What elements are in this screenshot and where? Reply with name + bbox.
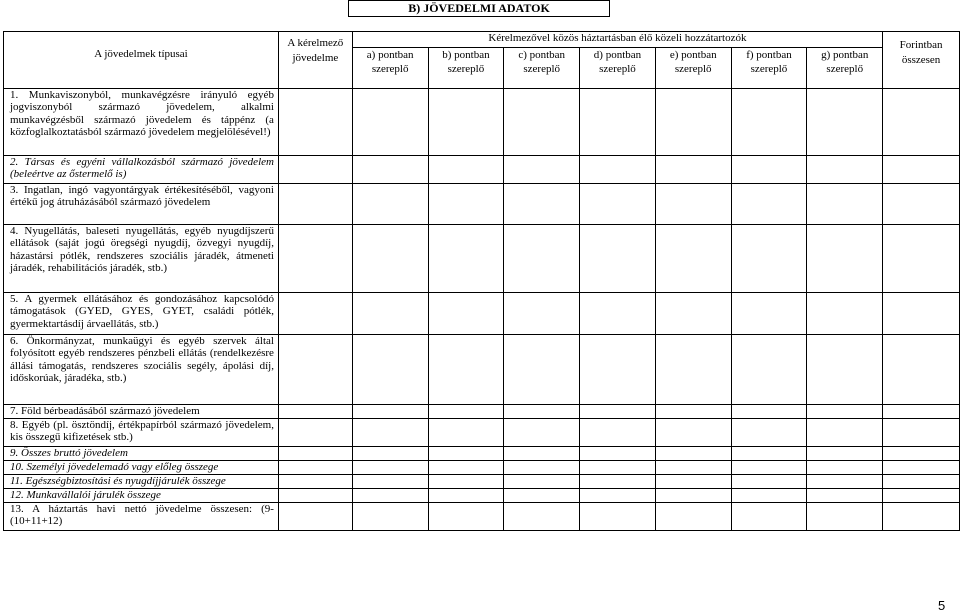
income-table <box>3 31 960 531</box>
member-value-cell[interactable] <box>428 475 504 489</box>
member-value-cell[interactable] <box>352 475 428 489</box>
row-label-11: 11. Egészségbiztosítási és nyugdíjjárulék összege <box>10 475 226 487</box>
applicant-value-cell[interactable] <box>278 475 352 489</box>
member-value-cell[interactable] <box>352 447 428 461</box>
member-value-cell[interactable] <box>428 335 504 405</box>
total-value-cell[interactable] <box>883 293 960 335</box>
member-value-cell[interactable] <box>807 225 883 293</box>
member-value-cell[interactable] <box>428 405 504 419</box>
table-row <box>4 184 960 225</box>
member-value-cell[interactable] <box>504 225 580 293</box>
table-row <box>4 156 960 184</box>
total-value-cell[interactable] <box>883 184 960 225</box>
member-value-cell[interactable] <box>580 475 656 489</box>
total-value-cell[interactable] <box>883 489 960 503</box>
member-value-cell[interactable] <box>580 293 656 335</box>
member-value-cell[interactable] <box>731 89 807 156</box>
member-value-cell[interactable] <box>580 156 656 184</box>
income-types-header: A jövedelmek típusai <box>4 32 279 89</box>
member-value-cell[interactable] <box>504 419 580 447</box>
member-value-cell[interactable] <box>655 293 731 335</box>
applicant-value-cell[interactable] <box>278 293 352 335</box>
member-value-cell[interactable] <box>580 184 656 225</box>
applicant-value-cell[interactable] <box>278 89 352 156</box>
member-col-f: f) pontban szereplő <box>731 48 807 89</box>
member-value-cell[interactable] <box>731 489 807 503</box>
member-value-cell[interactable] <box>504 447 580 461</box>
applicant-income-header: A kérelmező jövedelme <box>278 32 352 89</box>
total-value-cell[interactable] <box>883 461 960 475</box>
total-value-cell[interactable] <box>883 419 960 447</box>
member-value-cell[interactable] <box>731 225 807 293</box>
applicant-value-cell[interactable] <box>278 225 352 293</box>
applicant-value-cell[interactable] <box>278 419 352 447</box>
member-value-cell[interactable] <box>731 475 807 489</box>
member-value-cell[interactable] <box>352 461 428 475</box>
member-value-cell[interactable] <box>428 419 504 447</box>
member-value-cell[interactable] <box>352 89 428 156</box>
member-value-cell[interactable] <box>428 489 504 503</box>
member-value-cell[interactable] <box>807 461 883 475</box>
section-title: B) JÖVEDELMI ADATOK <box>348 0 610 17</box>
member-value-cell[interactable] <box>580 405 656 419</box>
member-value-cell[interactable] <box>352 405 428 419</box>
member-value-cell[interactable] <box>352 419 428 447</box>
member-value-cell[interactable] <box>352 225 428 293</box>
member-value-cell[interactable] <box>504 475 580 489</box>
member-value-cell[interactable] <box>731 447 807 461</box>
table-row <box>4 293 960 335</box>
row-label-5: 5. A gyermek ellátásához és gondozásához kapcsolódó támogatások (GYED, GYES, GYET, családi pótlék, gyermektartásdíj árvaellátás, stb.) <box>10 293 274 330</box>
total-value-cell[interactable] <box>883 447 960 461</box>
applicant-value-cell[interactable] <box>278 503 352 531</box>
member-col-e: e) pontban szereplő <box>655 48 731 89</box>
applicant-value-cell[interactable] <box>278 447 352 461</box>
total-value-cell[interactable] <box>883 405 960 419</box>
member-value-cell[interactable] <box>580 489 656 503</box>
member-value-cell[interactable] <box>807 184 883 225</box>
member-value-cell[interactable] <box>352 293 428 335</box>
applicant-value-cell[interactable] <box>278 461 352 475</box>
member-col-a: a) pontban szereplő <box>352 48 428 89</box>
member-value-cell[interactable] <box>504 503 580 531</box>
member-value-cell[interactable] <box>731 405 807 419</box>
row-label-2: 2. Társas és egyéni vállalkozásból származó jövedelem (beleértve az őstermelő is) <box>10 156 274 181</box>
member-value-cell[interactable] <box>807 503 883 531</box>
member-value-cell[interactable] <box>655 419 731 447</box>
member-value-cell[interactable] <box>428 225 504 293</box>
total-value-cell[interactable] <box>883 335 960 405</box>
member-value-cell[interactable] <box>655 405 731 419</box>
member-value-cell[interactable] <box>580 335 656 405</box>
applicant-value-cell[interactable] <box>278 184 352 225</box>
member-value-cell[interactable] <box>655 447 731 461</box>
row-label-8: 8. Egyéb (pl. ösztöndíj, értékpapírból származó jövedelem, kis összegű kifizetések stb.) <box>10 419 274 444</box>
table-row <box>4 89 960 156</box>
member-value-cell[interactable] <box>504 489 580 503</box>
member-value-cell[interactable] <box>352 503 428 531</box>
row-label-3: 3. Ingatlan, ingó vagyontárgyak értékesítéséből, vagyoni értékű jog átruházásából származó jövedelem <box>10 184 274 209</box>
member-value-cell[interactable] <box>504 89 580 156</box>
member-value-cell[interactable] <box>352 156 428 184</box>
member-value-cell[interactable] <box>428 447 504 461</box>
member-value-cell[interactable] <box>731 419 807 447</box>
table-row <box>4 419 960 447</box>
member-value-cell[interactable] <box>504 335 580 405</box>
total-value-cell[interactable] <box>883 89 960 156</box>
table-row <box>4 489 960 503</box>
member-value-cell[interactable] <box>428 293 504 335</box>
member-value-cell[interactable] <box>580 503 656 531</box>
applicant-value-cell[interactable] <box>278 489 352 503</box>
member-value-cell[interactable] <box>807 156 883 184</box>
table-row <box>4 225 960 293</box>
member-value-cell[interactable] <box>580 89 656 156</box>
member-col-c: c) pontban szereplő <box>504 48 580 89</box>
member-value-cell[interactable] <box>655 475 731 489</box>
applicant-value-cell[interactable] <box>278 335 352 405</box>
row-label-4: 4. Nyugellátás, baleseti nyugellátás, egyéb nyugdíjszerű ellátások (saját jogú öregségi nyugdíj, özvegyi nyugdíj, házastársi pótlék, rendszeres szociális járadék, átmeneti járadék, rehabilitációs járadék, stb.) <box>10 225 274 275</box>
member-value-cell[interactable] <box>807 405 883 419</box>
page-number: 5 <box>938 598 946 613</box>
total-value-cell[interactable] <box>883 503 960 531</box>
row-label-12: 12. Munkavállalói járulék összege <box>10 489 161 501</box>
member-value-cell[interactable] <box>655 89 731 156</box>
row-label-13: 13. A háztartás havi nettó jövedelme összesen: (9-(10+11+12) <box>10 503 274 528</box>
member-value-cell[interactable] <box>428 156 504 184</box>
member-value-cell[interactable] <box>731 461 807 475</box>
member-value-cell[interactable] <box>428 184 504 225</box>
member-col-g: g) pontban szereplő <box>807 48 883 89</box>
member-value-cell[interactable] <box>504 184 580 225</box>
member-value-cell[interactable] <box>731 184 807 225</box>
member-value-cell[interactable] <box>731 293 807 335</box>
total-value-cell[interactable] <box>883 475 960 489</box>
table-row <box>4 335 960 405</box>
member-value-cell[interactable] <box>504 156 580 184</box>
row-label-7: 7. Föld bérbeadásából származó jövedelem <box>10 405 200 417</box>
member-value-cell[interactable] <box>655 503 731 531</box>
member-value-cell[interactable] <box>807 419 883 447</box>
member-value-cell[interactable] <box>504 293 580 335</box>
member-value-cell[interactable] <box>655 225 731 293</box>
table-row <box>4 475 960 489</box>
member-value-cell[interactable] <box>504 461 580 475</box>
member-value-cell[interactable] <box>731 335 807 405</box>
member-value-cell[interactable] <box>580 419 656 447</box>
member-value-cell[interactable] <box>807 447 883 461</box>
member-value-cell[interactable] <box>428 89 504 156</box>
table-row <box>4 461 960 475</box>
row-label-9: 9. Összes bruttó jövedelem <box>10 447 128 459</box>
member-col-b: b) pontban szereplő <box>428 48 504 89</box>
member-value-cell[interactable] <box>428 461 504 475</box>
member-value-cell[interactable] <box>580 447 656 461</box>
total-value-cell[interactable] <box>883 156 960 184</box>
member-value-cell[interactable] <box>731 156 807 184</box>
total-value-cell[interactable] <box>883 225 960 293</box>
member-value-cell[interactable] <box>655 461 731 475</box>
table-row <box>4 503 960 531</box>
member-value-cell[interactable] <box>655 156 731 184</box>
applicant-value-cell[interactable] <box>278 156 352 184</box>
member-value-cell[interactable] <box>807 335 883 405</box>
member-value-cell[interactable] <box>807 293 883 335</box>
member-value-cell[interactable] <box>731 503 807 531</box>
member-value-cell[interactable] <box>807 489 883 503</box>
member-value-cell[interactable] <box>428 503 504 531</box>
member-value-cell[interactable] <box>655 335 731 405</box>
member-col-d: d) pontban szereplő <box>580 48 656 89</box>
member-value-cell[interactable] <box>580 461 656 475</box>
member-value-cell[interactable] <box>504 405 580 419</box>
table-row <box>4 447 960 461</box>
member-value-cell[interactable] <box>655 489 731 503</box>
member-value-cell[interactable] <box>352 489 428 503</box>
member-value-cell[interactable] <box>807 475 883 489</box>
total-header: Forintban összesen <box>883 32 960 89</box>
row-label-1: 1. Munkaviszonyból, munkavégzésre irányuló egyéb jogviszonyból származó jövedelem, alkalmi munkavégzésből származó jövedelem és táppénz (a közfoglalkoztatásból származó jövedelem megjelölésével!) <box>10 89 274 139</box>
member-value-cell[interactable] <box>655 184 731 225</box>
member-value-cell[interactable] <box>352 184 428 225</box>
table-row <box>4 405 960 419</box>
member-value-cell[interactable] <box>580 225 656 293</box>
row-label-6: 6. Önkormányzat, munkaügyi és egyéb szervek által folyósított egyéb rendszeres pénzbeli ellátás (rendelkezésre állási támogatás, rendszeres szociális segély, ápolási díj, időskorúak, járadéka, stb.) <box>10 335 274 385</box>
row-label-10: 10. Személyi jövedelemadó vagy előleg összege <box>10 461 219 473</box>
member-value-cell[interactable] <box>807 89 883 156</box>
member-value-cell[interactable] <box>352 335 428 405</box>
household-members-header: Kérelmezővel közös háztartásban élő közeli hozzátartozók <box>352 32 882 48</box>
applicant-value-cell[interactable] <box>278 405 352 419</box>
